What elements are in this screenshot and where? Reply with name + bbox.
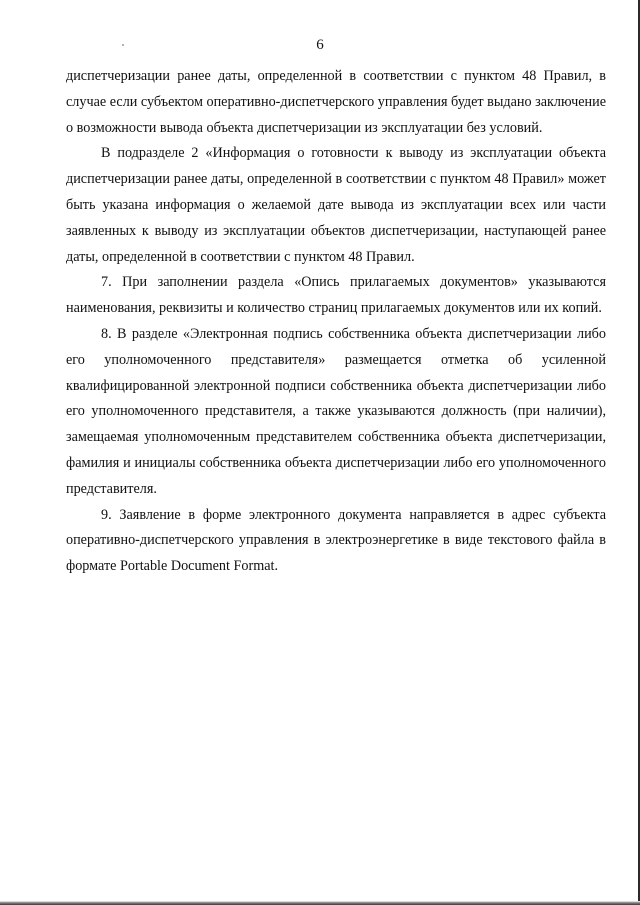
- page-number: 6: [316, 37, 324, 53]
- paragraph-subsection-2: В подразделе 2 «Информация о готовности к выводу из эксплуатации объекта диспетчеризации ранее даты, определенной в соответствии с пунктом 48 Правил» может быть указана информация о желаемой дате вывода из эксплуатации всех или части заявленных к выводу из эксплуатации объектов диспетчеризации, наступающей ранее даты, определенной в соответствии с пунктом 48 Правил.: [66, 145, 606, 265]
- paragraph-item-8: 8. В разделе «Электронная подпись собственника объекта диспетчеризации либо его уполномоченного представителя» размещается отметка об усиленной квалифицированной электронной подписи собственника объекта диспетчеризации либо его уполномоченного представителя, а также указываются должность (при наличии), замещаемая уполномоченным представителем собственника объекта диспетчеризации, фамилия и инициалы собственника объекта диспетчеризации либо его уполномоченного представителя.: [66, 325, 606, 497]
- paragraph-item-7: 7. При заполнении раздела «Опись прилагаемых документов» указываются наименования, реквизиты и количество страниц прилагаемых документов или их копий.: [66, 274, 606, 317]
- paragraph-item-9: 9. Заявление в форме электронного документа направляется в адрес субъекта оперативно-диспетчерского управления в электроэнергетике в виде текстового файла в формате Portable Document Format.: [66, 506, 606, 575]
- paragraph-continuation: диспетчеризации ранее даты, определенной в соответствии с пунктом 48 Правил, в случае если субъектом оперативно-диспетчерского управления будет выдано заключение о возможности вывода объекта диспетчеризации из эксплуатации без условий.: [66, 68, 606, 136]
- document-body: [66, 64, 606, 580]
- scan-edge-bottom: [0, 901, 640, 905]
- scan-speck: [122, 44, 124, 46]
